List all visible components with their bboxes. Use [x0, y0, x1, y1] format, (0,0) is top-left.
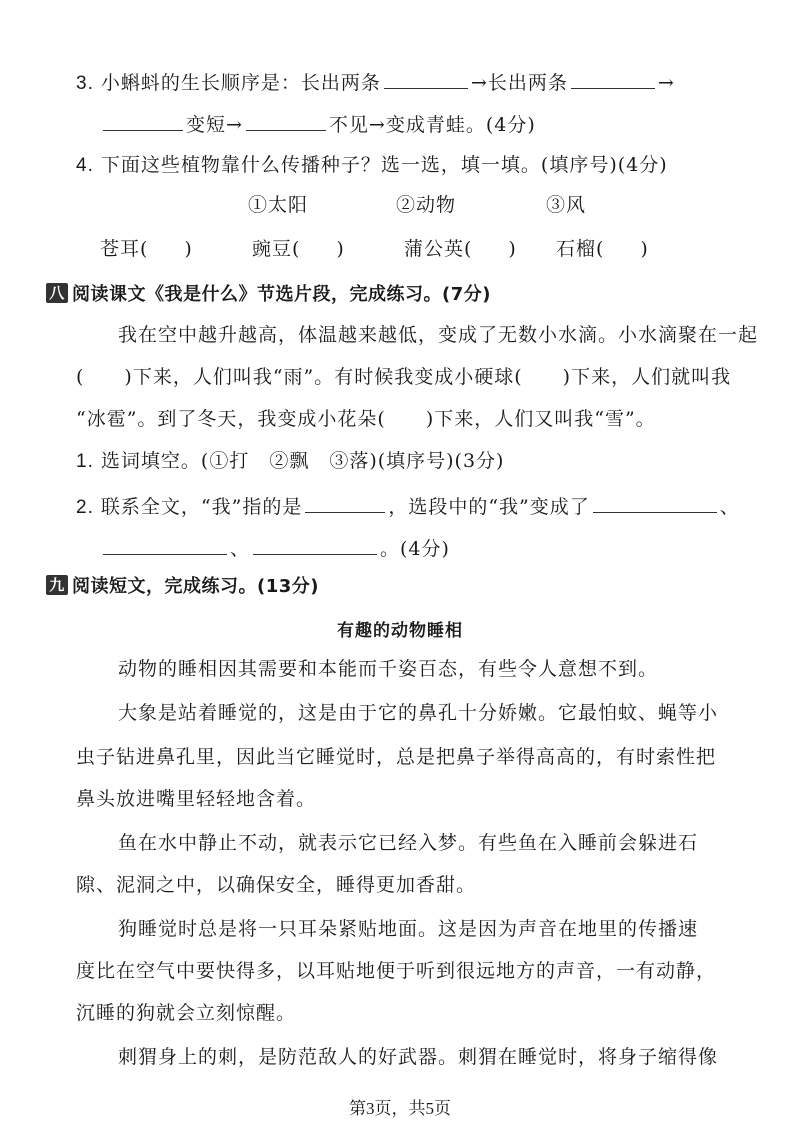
q4-text: 下面这些植物靠什么传播种子？选一选，填一填。(填序号)(4分): [100, 154, 668, 176]
section-9-title: 阅读短文，完成练习。(13分): [72, 576, 320, 597]
q3-arrow-text: →长出两条: [470, 72, 568, 94]
q4-plant-cocklebur: 苍耳( ): [100, 238, 193, 260]
q4-options: [248, 192, 586, 218]
article-line-7: 狗睡觉时总是将一只耳朵紧贴地面。这是因为声音在地里的传播速: [118, 918, 699, 940]
article-line-6: 隙、泥洞之中，以确保安全，睡得更加香甜。: [76, 874, 477, 896]
article-line-4: 鼻头放进嘴里轻轻地含着。: [76, 788, 317, 810]
q3-line-1: [76, 68, 675, 97]
q3-text: 小蝌蚪的生长顺序是：长出两条: [100, 72, 381, 94]
section-8-q2-line-2: [100, 534, 450, 562]
q4-plants: [100, 236, 649, 262]
section-8-q2-text-d: 、: [230, 538, 251, 560]
q3-line-2: [100, 110, 536, 138]
section-8-para-1: 我在空中越升越高，体温越来越低，变成了无数小水滴。小水滴聚在一起: [118, 324, 759, 346]
q3-blank-2[interactable]: [571, 68, 655, 89]
article-line-2: 大象是站着睡觉的，这是由于它的鼻孔十分娇嫩。它最怕蚊、蝇等小: [118, 702, 719, 724]
section-8-q2-line-1: [76, 492, 740, 521]
section-8-q1: [76, 448, 504, 475]
article-line-9: 沉睡的狗就会立刻惊醒。: [76, 1002, 297, 1024]
section-8-q2-blank-4[interactable]: [253, 534, 377, 555]
article-line-1: 动物的睡相因其需要和本能而千姿百态，有些令人意想不到。: [118, 658, 659, 680]
q4-plant-pea: 豌豆( ): [252, 238, 345, 260]
q4-plant-dandelion: 蒲公英( ): [404, 238, 517, 260]
q3-text-3: 不见→变成青蛙。(4分): [328, 114, 536, 136]
q3-blank-4[interactable]: [246, 110, 326, 131]
q4-plant-pomegranate: 石榴( ): [556, 238, 649, 260]
q3-arrow: →: [657, 72, 675, 94]
article-line-3: 虫子钻进鼻孔里，因此当它睡觉时，总是把鼻子举得高高的，有时索性把: [76, 746, 717, 768]
q4-number: 4.: [76, 155, 94, 176]
page-footer: 第3页，共5页: [349, 1099, 451, 1118]
section-8-q2-text-b: ，选段中的“我”变成了: [388, 496, 590, 518]
section-8-q1-text: 选词填空。(①打 ②飘 ③落)(填序号)(3分): [100, 450, 505, 472]
section-8-q2-blank-1[interactable]: [305, 492, 385, 513]
section-9-header: [46, 574, 319, 600]
section-8-q2-blank-2[interactable]: [593, 492, 717, 513]
q3-number: 3.: [76, 73, 94, 94]
q4-option-animal: ②动物: [396, 194, 457, 216]
section-8-title: 阅读课文《我是什么》节选片段，完成练习。(7分): [72, 284, 491, 305]
section-8-q2-blank-3[interactable]: [103, 534, 227, 555]
section-8-badge: 八: [46, 283, 68, 303]
section-8-para-3: “冰雹”。到了冬天，我变成小花朵( )下来，人们又叫我“雪”。: [76, 408, 656, 430]
article-line-10: 刺猬身上的刺，是防范敌人的好武器。刺猬在睡觉时，将身子缩得像: [118, 1046, 719, 1068]
q3-blank-1[interactable]: [384, 68, 468, 89]
article-line-8: 度比在空气中要快得多，以耳贴地便于听到很远地方的声音，一有动静，: [76, 960, 717, 982]
section-8-q1-number: 1.: [76, 451, 94, 472]
article-line-5: 鱼在水中静止不动，就表示它已经入梦。有些鱼在入睡前会躲进石: [118, 832, 699, 854]
section-8-header: [46, 282, 491, 308]
q3-text-2: 变短→: [186, 114, 243, 136]
q4-option-sun: ①太阳: [248, 194, 309, 216]
section-8-para-2: ( )下来，人们叫我“雨”。有时候我变成小硬球( )下来，人们就叫我: [76, 366, 732, 388]
article-title: 有趣的动物睡相: [337, 621, 463, 641]
section-8-q2-text-e: 。(4分): [380, 538, 450, 560]
section-8-q2-text-c: 、: [719, 496, 740, 518]
section-8-q2-text-a: 联系全文，“我”指的是: [100, 496, 303, 518]
q4-option-wind: ③风: [546, 194, 587, 216]
q3-blank-3[interactable]: [103, 110, 183, 131]
q4-question: [76, 152, 668, 179]
section-9-badge: 九: [46, 575, 68, 595]
section-8-q2-number: 2.: [76, 497, 94, 518]
